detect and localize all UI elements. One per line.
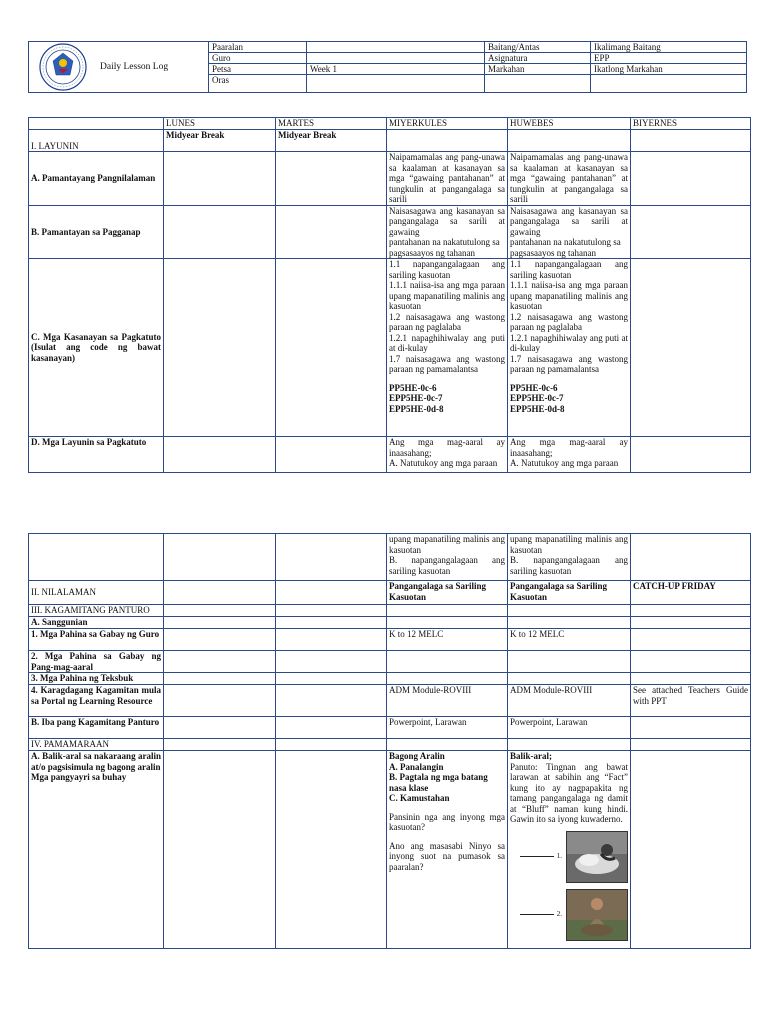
- answer-blank: [520, 914, 554, 915]
- empty-cell: [164, 673, 276, 685]
- pamantayang-pangnilalaman-thu: Naipamamalas ang pang-unawa sa kaalaman at kasanayan sa mga “gawaing pantahanan” at tungkulin at pangangalaga sa sarili: [508, 152, 631, 206]
- image-number: 2.: [556, 910, 562, 919]
- empty-cell: [631, 751, 751, 949]
- empty-cell: [276, 581, 387, 605]
- image-item-1: [510, 831, 628, 883]
- empty-cell: [276, 534, 387, 581]
- iba-pa-wed: Powerpoint, Larawan: [387, 717, 508, 739]
- clothes-photo-2: [566, 889, 628, 941]
- pagganap-text-1: Naisasagawa ang kasanayan sa pangangalaga sa sarili at gawaing: [510, 205, 628, 237]
- balik-aral-label: A. Balik-aral sa nakaraang aralin at/o pagsisimula ng bagong aralin: [31, 751, 161, 772]
- kasanayan-line: 1.1.1 naiisa-isa ang mga paraan upang mapanatiling malinis ang kasuotan: [389, 280, 505, 311]
- oras-label: Oras: [209, 75, 307, 93]
- kasanayan-line: 1.1 napangangalagaan ang sariling kasuotan: [510, 259, 628, 280]
- empty-cell: [276, 685, 387, 717]
- empty-cell: [276, 751, 387, 949]
- empty-cell: [164, 152, 276, 206]
- pagtala: B. Pagtala ng mga batang nasa klase: [389, 772, 488, 793]
- nilalaman-fri: CATCH-UP FRIDAY: [631, 581, 751, 605]
- petsa-label: Petsa: [209, 64, 307, 75]
- pamantayang-pangnilalaman-wed: Naipamamalas ang pang-unawa sa kaalaman at kasanayan sa mga “gawaing pantahanan” at tungkulin at pangangalaga sa sarili: [387, 152, 508, 206]
- empty-cell: [164, 581, 276, 605]
- baitang-value: Ikalimang Baitang: [591, 42, 747, 53]
- lesson-table-page-2: [28, 533, 751, 949]
- corner-cell: [29, 118, 164, 130]
- empty-cell: [508, 651, 631, 673]
- empty-cell: [631, 651, 751, 673]
- panuto-text: Panuto: Tingnan ang bawat larawan at sabihin ang “Fact” kung ito ay nagpapakita ng tamang pangangalaga ng damit at “Bluff” naman kung hindi. Gawin ito sa iyong kuwaderno.: [510, 761, 628, 824]
- day-huwebes: HUWEBES: [508, 118, 631, 130]
- kagamitan-title: III. KAGAMITANG PANTURO: [29, 605, 164, 617]
- empty-cell: [631, 534, 751, 581]
- empty-cell: [631, 130, 751, 152]
- empty-cell: [631, 437, 751, 473]
- karagdagang-wed: ADM Module-ROVIII: [387, 685, 508, 717]
- balik-aral-label-cell: [29, 751, 164, 949]
- nilalaman-thu: Pangangalaga sa Sariling Kasuotan: [508, 581, 631, 605]
- kasanayan-code: EPP5HE-0d-8: [510, 403, 565, 414]
- empty-cell: [164, 651, 276, 673]
- empty-cell: [631, 739, 751, 751]
- continued-text-1: upang mapanatiling malinis ang kasuotan: [510, 534, 628, 555]
- empty-cell: [164, 534, 276, 581]
- empty-cell: [276, 739, 387, 751]
- kasanayan-thu: [508, 259, 631, 437]
- kasanayan-wed: [387, 259, 508, 437]
- empty-cell: [508, 739, 631, 751]
- empty-cell: [276, 259, 387, 437]
- continued-text-1: upang mapanatiling malinis ang kasuotan: [389, 534, 505, 555]
- pagkatuto-text-1: Ang mga mag-aaral ay inaasahang;: [389, 437, 505, 458]
- continued-text-2: B. napangangalagaan ang sariling kasuotan: [510, 555, 628, 576]
- teksbuk-label: 3. Mga Pahina ng Teksbuk: [29, 673, 164, 685]
- day-biyernes: BIYERNES: [631, 118, 751, 130]
- paaralan-label: Paaralan: [209, 42, 307, 53]
- empty-cell: [164, 685, 276, 717]
- deped-seal-icon: [32, 42, 94, 92]
- empty-cell: [508, 605, 631, 617]
- day-lunes: LUNES: [164, 118, 276, 130]
- gabay-guro-wed: K to 12 MELC: [387, 629, 508, 651]
- layunin-pagkatuto-wed: [387, 437, 508, 473]
- oras-empty-1: [485, 75, 591, 93]
- kasanayan-code: EPP5HE-0c-7: [389, 393, 443, 403]
- empty-cell: [387, 651, 508, 673]
- asignatura-label: Asignatura: [485, 53, 591, 64]
- sanggunian-label: A. Sanggunian: [29, 617, 164, 629]
- nilalaman-wed: Pangangalaga sa Sariling Kasuotan: [387, 581, 508, 605]
- paaralan-value: [307, 42, 485, 53]
- kasanayan-line: 1.7 naisasagawa ang wastong paraan ng pamamalantsa: [389, 353, 505, 374]
- empty-cell: [164, 605, 276, 617]
- empty-cell: [276, 673, 387, 685]
- pagganap-text-2: pantahanan na nakatutulong sa pagsasaayos ng tahanan: [389, 237, 500, 258]
- kasanayan-line: 1.2.1 napaghihiwalay ang puti at di-kulay: [389, 332, 505, 353]
- empty-cell: [29, 534, 164, 581]
- pagkatuto-text-2: A. Natutukoy ang mga paraan: [510, 458, 619, 468]
- kasanayan-line: 1.2 naisasagawa ang wastong paraan ng paglalaba: [389, 311, 505, 332]
- wed-paragraph-2: Ano ang masasabi Ninyo sa inyong suot na pumasok sa paaralan?: [389, 840, 505, 872]
- balik-aral-sub: Mga pangyayri sa buhay: [31, 772, 127, 782]
- empty-cell: [631, 629, 751, 651]
- empty-cell: [276, 437, 387, 473]
- kasanayan-line: 1.2.1 napaghihiwalay ang puti at di-kulay: [510, 332, 628, 353]
- clothes-photo-1: [566, 831, 628, 883]
- day-martes: MARTES: [276, 118, 387, 130]
- kasanayan-code: PP5HE-0c-6: [510, 382, 558, 393]
- empty-cell: [276, 205, 387, 259]
- pagganap-text-1: Naisasagawa ang kasanayan sa pangangalaga sa sarili at gawaing: [389, 205, 505, 237]
- continued-text-2: B. napangangalagaan ang sariling kasuotan: [389, 555, 505, 576]
- doc-title: Daily Lesson Log: [100, 62, 169, 72]
- martes-midyear-break: Midyear Break: [276, 130, 387, 152]
- gabay-guro-label: 1. Mga Pahina sa Gabay ng Guro: [29, 629, 164, 651]
- image-number: 1.: [556, 852, 562, 861]
- lesson-table-page-1: [28, 117, 751, 473]
- pamantayan-pagganap-thu: [508, 205, 631, 259]
- karagdagang-label: 4. Karagdagang Kagamitan mula sa Portal ng Learning Resource: [29, 685, 164, 717]
- empty-cell: [164, 205, 276, 259]
- empty-cell: [276, 629, 387, 651]
- empty-cell: [631, 617, 751, 629]
- pamantayan-pagganap-wed: [387, 205, 508, 259]
- empty-cell: [276, 717, 387, 739]
- balik-aral-heading: Balik-aral;: [510, 751, 552, 761]
- karagdagang-thu: ADM Module-ROVIII: [508, 685, 631, 717]
- pamamaraan-title: IV. PAMAMARAAN: [29, 739, 164, 751]
- oras-value: [307, 75, 485, 93]
- kamustahan: C. Kamustahan: [389, 793, 450, 803]
- pagkatuto-text-1: Ang mga mag-aaral ay inaasahang;: [510, 437, 628, 458]
- asignatura-value: EPP: [591, 53, 747, 64]
- empty-cell: [508, 617, 631, 629]
- oras-empty-2: [591, 75, 747, 93]
- empty-cell: [164, 739, 276, 751]
- panalangin: A. Panalangin: [389, 761, 444, 772]
- empty-cell: [631, 259, 751, 437]
- continued-wed: [387, 534, 508, 581]
- nilalaman-label: II. NILALAMAN: [29, 581, 164, 605]
- day-miyerkules: MIYERKULES: [387, 118, 508, 130]
- continued-thu: [508, 534, 631, 581]
- empty-cell: [164, 629, 276, 651]
- empty-cell: [631, 152, 751, 206]
- markahan-value: Ikatlong Markahan: [591, 64, 747, 75]
- kasanayan-line: 1.2 naisasagawa ang wastong paraan ng paglalaba: [510, 311, 628, 332]
- kasanayan-code: EPP5HE-0d-8: [389, 403, 444, 414]
- kasanayan-line: 1.7 naisasagawa ang wastong paraan ng pamamalantsa: [510, 353, 628, 374]
- iba-pa-label: B. Iba pang Kagamitang Panturo: [29, 717, 164, 739]
- empty-cell: [508, 673, 631, 685]
- empty-cell: [276, 152, 387, 206]
- layunin-pagkatuto-thu: [508, 437, 631, 473]
- pamantayang-pangnilalaman-label: A. Pamantayang Pangnilalaman: [29, 152, 164, 206]
- empty-cell: [164, 437, 276, 473]
- empty-cell: [276, 605, 387, 617]
- empty-cell: [387, 130, 508, 152]
- empty-cell: [387, 739, 508, 751]
- gabay-mag-aaral-label: 2. Mga Pahina sa Gabay ng Pang-mag-aaral: [29, 651, 164, 673]
- empty-cell: [387, 617, 508, 629]
- logo-title-cell: [29, 42, 209, 93]
- empty-cell: [508, 130, 631, 152]
- kasanayan-line: 1.1.1 naiisa-isa ang mga paraan upang mapanatiling malinis ang kasuotan: [510, 280, 628, 311]
- header-table: [28, 41, 747, 93]
- empty-cell: [631, 605, 751, 617]
- layunin-title: I. LAYUNIN: [29, 130, 164, 152]
- markahan-label: Markahan: [485, 64, 591, 75]
- answer-blank: [520, 856, 554, 857]
- guro-value: [307, 53, 485, 64]
- bagong-aralin: Bagong Aralin: [389, 751, 445, 761]
- guro-label: Guro: [209, 53, 307, 64]
- layunin-pagkatuto-label: D. Mga Layunin sa Pagkatuto: [29, 437, 164, 473]
- empty-cell: [387, 673, 508, 685]
- karagdagang-fri: See attached Teachers Guide with PPT: [631, 685, 751, 717]
- kasanayan-code: PP5HE-0c-6: [389, 382, 437, 393]
- pamantayan-pagganap-label: B. Pamantayan sa Pagganap: [29, 205, 164, 259]
- empty-cell: [387, 605, 508, 617]
- kasanayan-code: EPP5HE-0c-7: [510, 393, 564, 403]
- kasanayan-label: C. Mga Kasanayan sa Pagkatuto (Isulat ang code ng bawat kasanayan): [29, 259, 164, 437]
- pagkatuto-text-2: A. Natutukoy ang mga paraan: [389, 458, 498, 468]
- empty-cell: [631, 717, 751, 739]
- empty-cell: [631, 673, 751, 685]
- empty-cell: [164, 717, 276, 739]
- wed-paragraph-1: Pansinin nga ang inyong mga kasuotan?: [389, 811, 505, 832]
- balik-aral-thu: [508, 751, 631, 949]
- image-item-2: [510, 889, 628, 941]
- empty-cell: [164, 751, 276, 949]
- empty-cell: [164, 617, 276, 629]
- iba-pa-thu: Powerpoint, Larawan: [508, 717, 631, 739]
- baitang-label: Baitang/Antas: [485, 42, 591, 53]
- pagganap-text-2: pantahanan na nakatutulong sa pagsasaayos ng tahanan: [510, 237, 621, 258]
- empty-cell: [276, 617, 387, 629]
- gabay-guro-thu: K to 12 MELC: [508, 629, 631, 651]
- petsa-value: Week 1: [307, 64, 485, 75]
- lunes-midyear-break: Midyear Break: [164, 130, 276, 152]
- empty-cell: [164, 259, 276, 437]
- empty-cell: [631, 205, 751, 259]
- empty-cell: [276, 651, 387, 673]
- kasanayan-line: 1.1 napangangalagaan ang sariling kasuotan: [389, 259, 505, 280]
- balik-aral-wed: [387, 751, 508, 949]
